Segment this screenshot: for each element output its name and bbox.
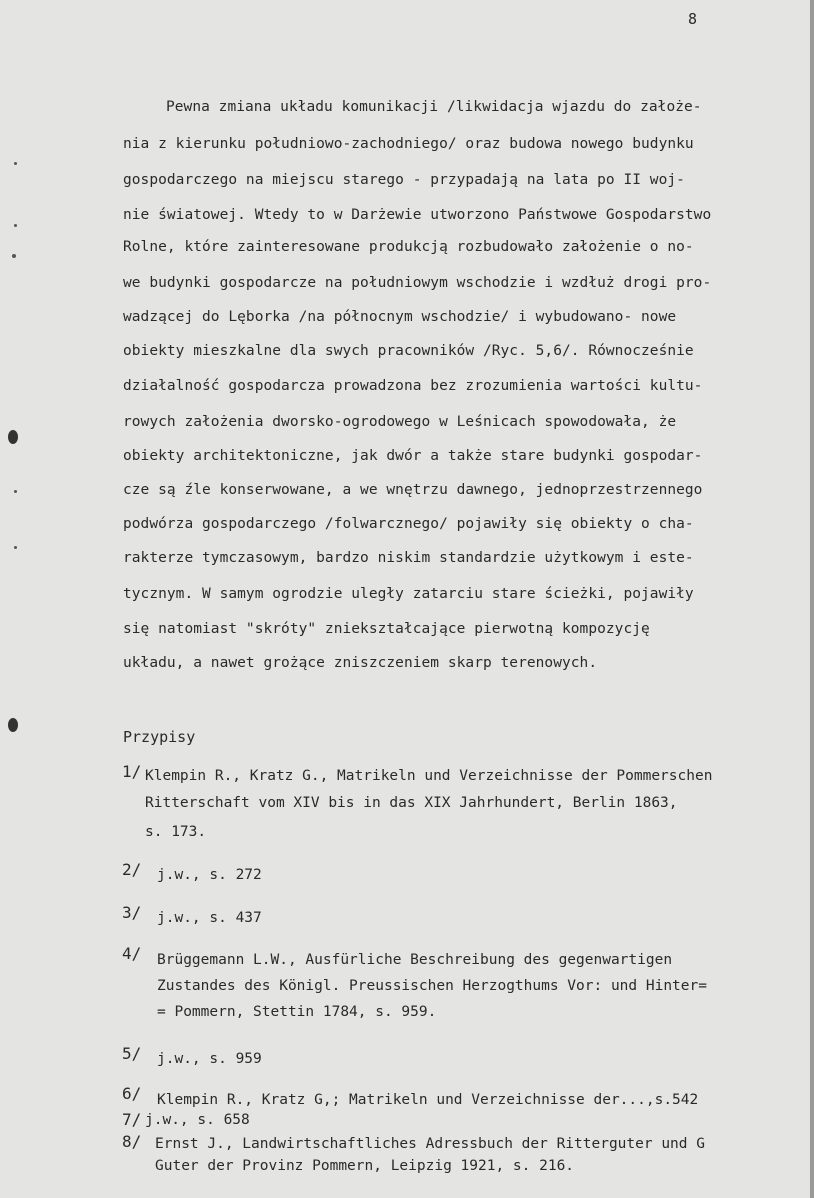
- footnote-line: Klempin R., Kratz G., Matrikeln und Verzeichnisse der Pommerschen: [145, 768, 713, 784]
- footnote-line: j.w., s. 959: [157, 1051, 262, 1067]
- body-line: nie światowej. Wtedy to w Darżewie utworzono Państwowe Gospodarstwo: [123, 207, 712, 223]
- footnote-line: Zustandes des Königl. Preussischen Herzogthums Vor: und Hinter=: [157, 978, 707, 994]
- body-line: rowych założenia dworsko-ogrodowego w Leśnicach spowodowała, że: [123, 414, 677, 430]
- body-line: cze są źle konserwowane, a we wnętrzu dawnego, jednoprzestrzennego: [123, 482, 703, 498]
- body-line: Pewna zmiana układu komunikacji /likwidacja wjazdu do założe-: [166, 99, 702, 115]
- footnote-line: s. 173.: [145, 824, 207, 840]
- body-line: we budynki gospodarcze na południowym wschodzie i wzdłuż drogi pro-: [123, 275, 712, 291]
- body-line: obiekty mieszkalne dla swych pracowników /Ryc. 5,6/. Równocześnie: [123, 343, 694, 359]
- footnote-number: 1/: [122, 762, 142, 781]
- footnote-line: Brüggemann L.W., Ausfürliche Beschreibung des gegenwartigen: [157, 952, 673, 968]
- body-line: obiekty architektoniczne, jak dwór a także stare budynki gospodar-: [123, 448, 703, 464]
- punch-hole-mark: [8, 718, 18, 732]
- body-line: gospodarczego na miejscu starego - przypadają na lata po II woj-: [123, 172, 685, 188]
- footnote-number: 3/: [122, 903, 142, 922]
- body-line: podwórza gospodarczego /folwarcznego/ pojawiły się obiekty o cha-: [123, 516, 694, 532]
- page-edge-shadow: [810, 0, 814, 1198]
- body-line: rakterze tymczasowym, bardzo niskim standardzie użytkowym i este-: [123, 550, 694, 566]
- footnote-number: 8/: [122, 1132, 142, 1151]
- punch-hole-mark: [8, 430, 18, 444]
- body-line: działalność gospodarcza prowadzona bez zrozumienia wartości kultu-: [123, 378, 703, 394]
- body-line: układu, a nawet grożące zniszczeniem skarp terenowych.: [123, 655, 598, 671]
- margin-speck: [14, 162, 17, 165]
- body-line: tycznym. W samym ogrodzie uległy zatarciu stare ścieżki, pojawiły: [123, 586, 694, 602]
- footnote-number: 2/: [122, 860, 142, 879]
- footnote-line: Ernst J., Landwirtschaftliches Adressbuch der Ritterguter und G: [155, 1136, 705, 1152]
- footnote-line: Guter der Provinz Pommern, Leipzig 1921, s. 216.: [155, 1158, 575, 1174]
- body-line: się natomiast "skróty" zniekształcające pierwotną kompozycję: [123, 621, 650, 637]
- footnote-line: Klempin R., Kratz G,; Matrikeln und Verzeichnisse der...,s.542: [157, 1092, 699, 1108]
- page-number: 8: [688, 10, 698, 28]
- margin-speck: [14, 490, 17, 493]
- footnote-line: = Pommern, Stettin 1784, s. 959.: [157, 1004, 437, 1020]
- footnote-number: 6/: [122, 1084, 142, 1103]
- footnotes-heading: Przypisy: [123, 728, 196, 746]
- footnote-number: 5/: [122, 1044, 142, 1063]
- footnote-line: Ritterschaft vom XIV bis in das XIX Jahrhundert, Berlin 1863,: [145, 795, 678, 811]
- margin-speck: [14, 224, 17, 227]
- margin-speck: [12, 254, 16, 258]
- margin-speck: [14, 546, 17, 549]
- footnote-line: j.w., s. 658: [145, 1112, 250, 1128]
- body-line: Rolne, które zainteresowane produkcją rozbudowało założenie o no-: [123, 239, 694, 255]
- body-line: wadzącej do Lęborka /na północnym wschodzie/ i wybudowano- nowe: [123, 309, 677, 325]
- footnote-number: 7/: [122, 1110, 142, 1129]
- footnote-number: 4/: [122, 944, 142, 963]
- body-line: nia z kierunku południowo-zachodniego/ oraz budowa nowego budynku: [123, 136, 694, 152]
- footnote-line: j.w., s. 437: [157, 910, 262, 926]
- footnote-line: j.w., s. 272: [157, 867, 262, 883]
